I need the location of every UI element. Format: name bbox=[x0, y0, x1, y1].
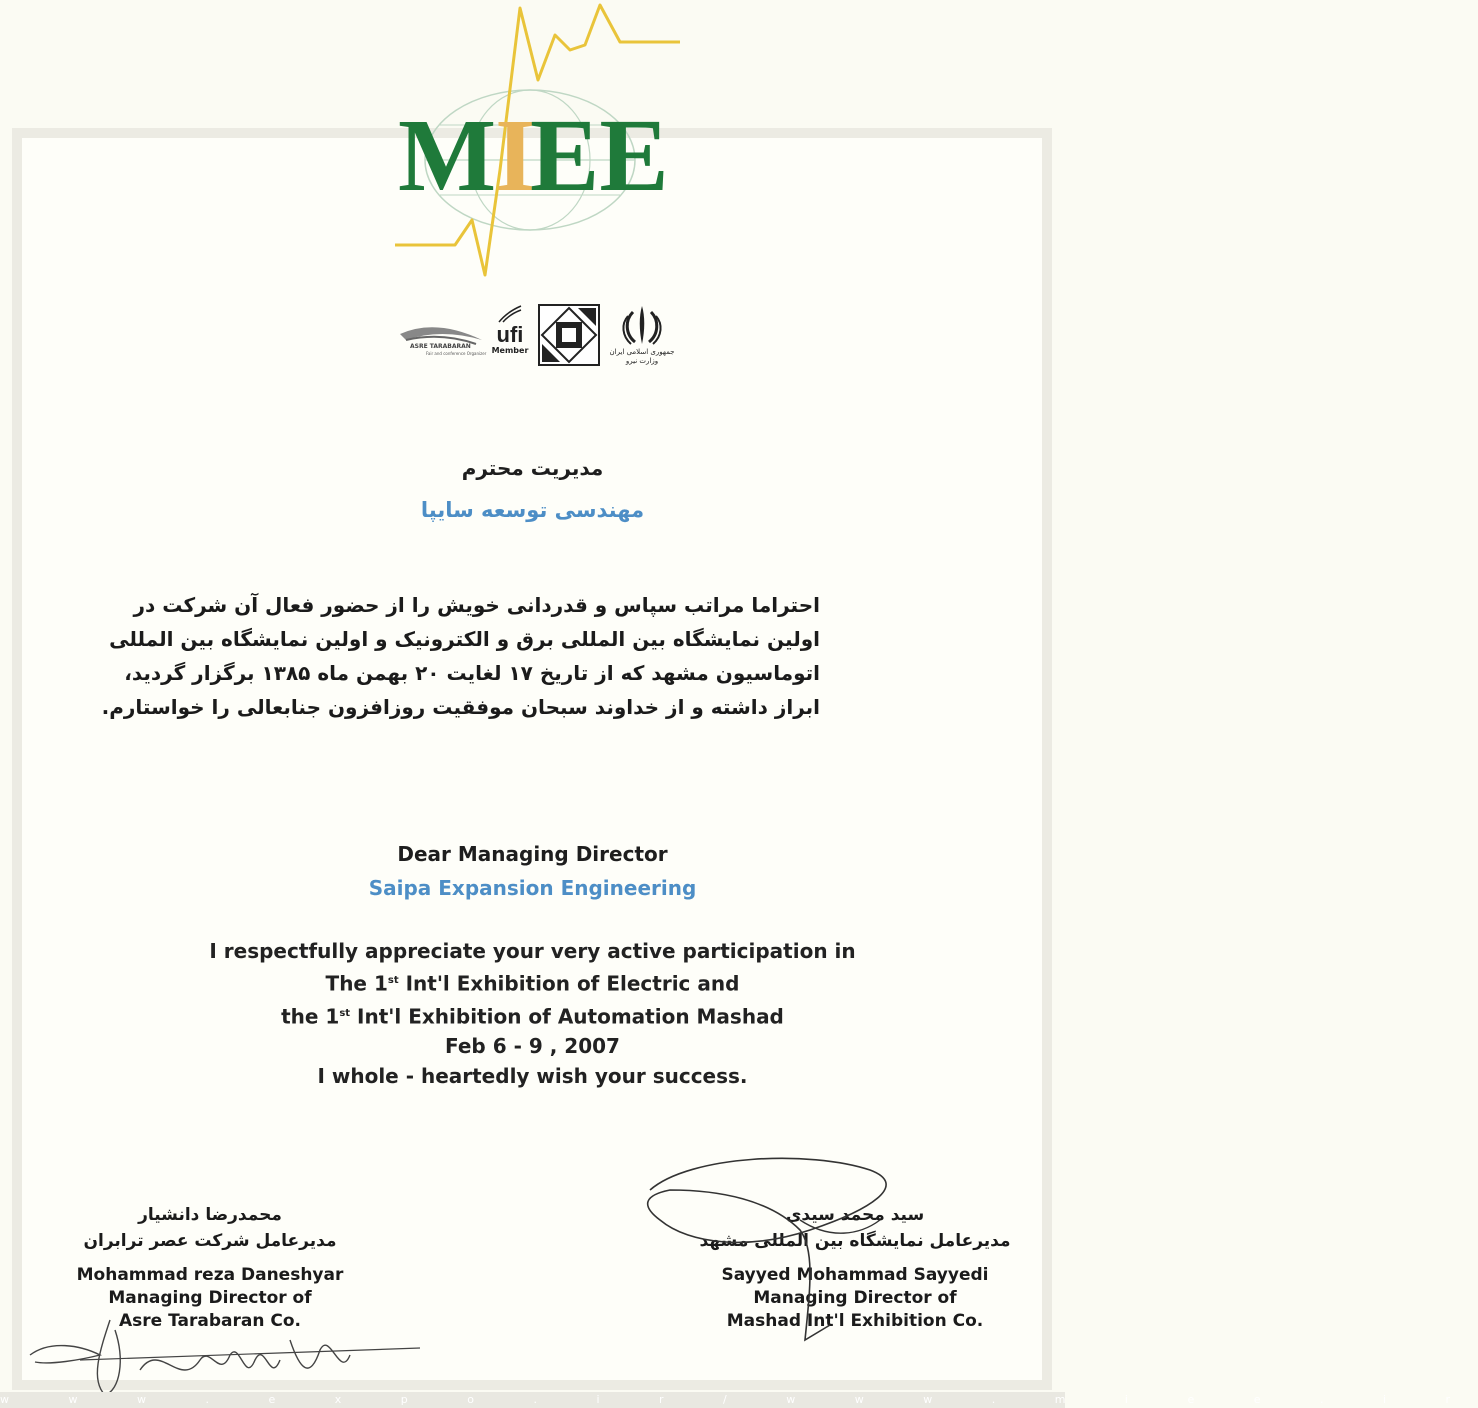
logo-letter-i: I bbox=[495, 98, 536, 213]
ufi-member-label: Member bbox=[491, 346, 529, 355]
asre-logo-subtitle: Fair and conference Organizer bbox=[426, 351, 487, 356]
farsi-body bbox=[101, 588, 820, 724]
right-signer-farsi-title: مدیرعامل نمایشگاه بین المللی مشهد bbox=[699, 1231, 1011, 1251]
footer-watermark-strip: w w w . e x p o . i r / w w w . m i e e . i r bbox=[0, 1393, 1478, 1406]
mashad-exhibition-logo bbox=[538, 304, 600, 366]
miee-logo bbox=[360, 0, 700, 290]
right-signer-english-name: Sayyed Mohammad Sayyedi bbox=[721, 1265, 989, 1285]
ufi-label: ufi bbox=[496, 322, 524, 347]
right-signer-farsi-name: سید محمد سیدی bbox=[785, 1205, 925, 1225]
ministry-emblem-logo bbox=[606, 302, 678, 368]
sponsor-logos bbox=[388, 298, 678, 370]
left-signer-farsi-title: مدیرعامل شرکت عصر ترابران bbox=[83, 1231, 337, 1251]
miee-logo-graphic bbox=[360, 0, 700, 290]
farsi-body-line: اتوماسیون مشهد که از تاریخ ۱۷ لغایت ۲۰ بهمن ماه ۱۳۸۵ برگزار گردید، bbox=[124, 661, 820, 685]
left-signer-english-company: Asre Tarabaran Co. bbox=[119, 1311, 301, 1331]
ministry-line1: جمهوری اسلامی ایران bbox=[609, 348, 675, 356]
logo-letter-m: M bbox=[398, 98, 497, 213]
asre-tarabaran-logo bbox=[396, 318, 486, 366]
left-signer-english-title: Managing Director of bbox=[108, 1288, 312, 1308]
farsi-body-line: اولین نمایشگاه بین المللی برق و الکترونیک و اولین نمایشگاه بین المللی bbox=[109, 627, 820, 651]
english-salutation: Dear Managing Director bbox=[397, 842, 668, 866]
signature-block-right bbox=[685, 1202, 1025, 1333]
right-signer-english-title: Managing Director of bbox=[753, 1288, 957, 1308]
english-company-name: Saipa Expansion Engineering bbox=[368, 876, 697, 900]
iran-emblem-icon bbox=[619, 302, 665, 348]
ministry-line2: وزارت نیرو bbox=[625, 357, 659, 365]
english-body-line-2: The 1st Int'l Exhibition of Electric and bbox=[325, 971, 740, 996]
signature-block-left bbox=[40, 1202, 380, 1333]
right-signer-english-company: Mashad Int'l Exhibition Co. bbox=[726, 1311, 984, 1331]
ufi-logo bbox=[488, 298, 532, 368]
english-body-line-1: I respectfully appreciate your very active participation in bbox=[209, 939, 856, 963]
farsi-company-name: مهندسی توسعه سایپا bbox=[420, 498, 645, 522]
left-signer-english-name: Mohammad reza Daneshyar bbox=[76, 1265, 344, 1285]
english-body-line-3: the 1st Int'l Exhibition of Automation Mashad bbox=[281, 1004, 784, 1029]
asre-logo-title: ASRE TARABARAN bbox=[410, 343, 471, 350]
english-closing-line: I whole - heartedly wish your success. bbox=[317, 1064, 748, 1089]
farsi-body-line: احتراما مراتب سپاس و قدردانی خویش را از حضور فعال آن شرکت در bbox=[133, 593, 820, 617]
english-body bbox=[0, 936, 1065, 1091]
left-signer-farsi-name: محمدرضا دانشیار bbox=[138, 1205, 282, 1225]
english-event-dates: Feb 6 - 9 , 2007 bbox=[445, 1034, 620, 1059]
logo-letters-ee: EE bbox=[530, 98, 669, 213]
farsi-body-line: ابراز داشته و از خداوند سبحان موفقیت روزافزون جنابعالی را خواستارم. bbox=[101, 695, 820, 719]
farsi-salutation: مدیریت محترم bbox=[461, 456, 604, 480]
